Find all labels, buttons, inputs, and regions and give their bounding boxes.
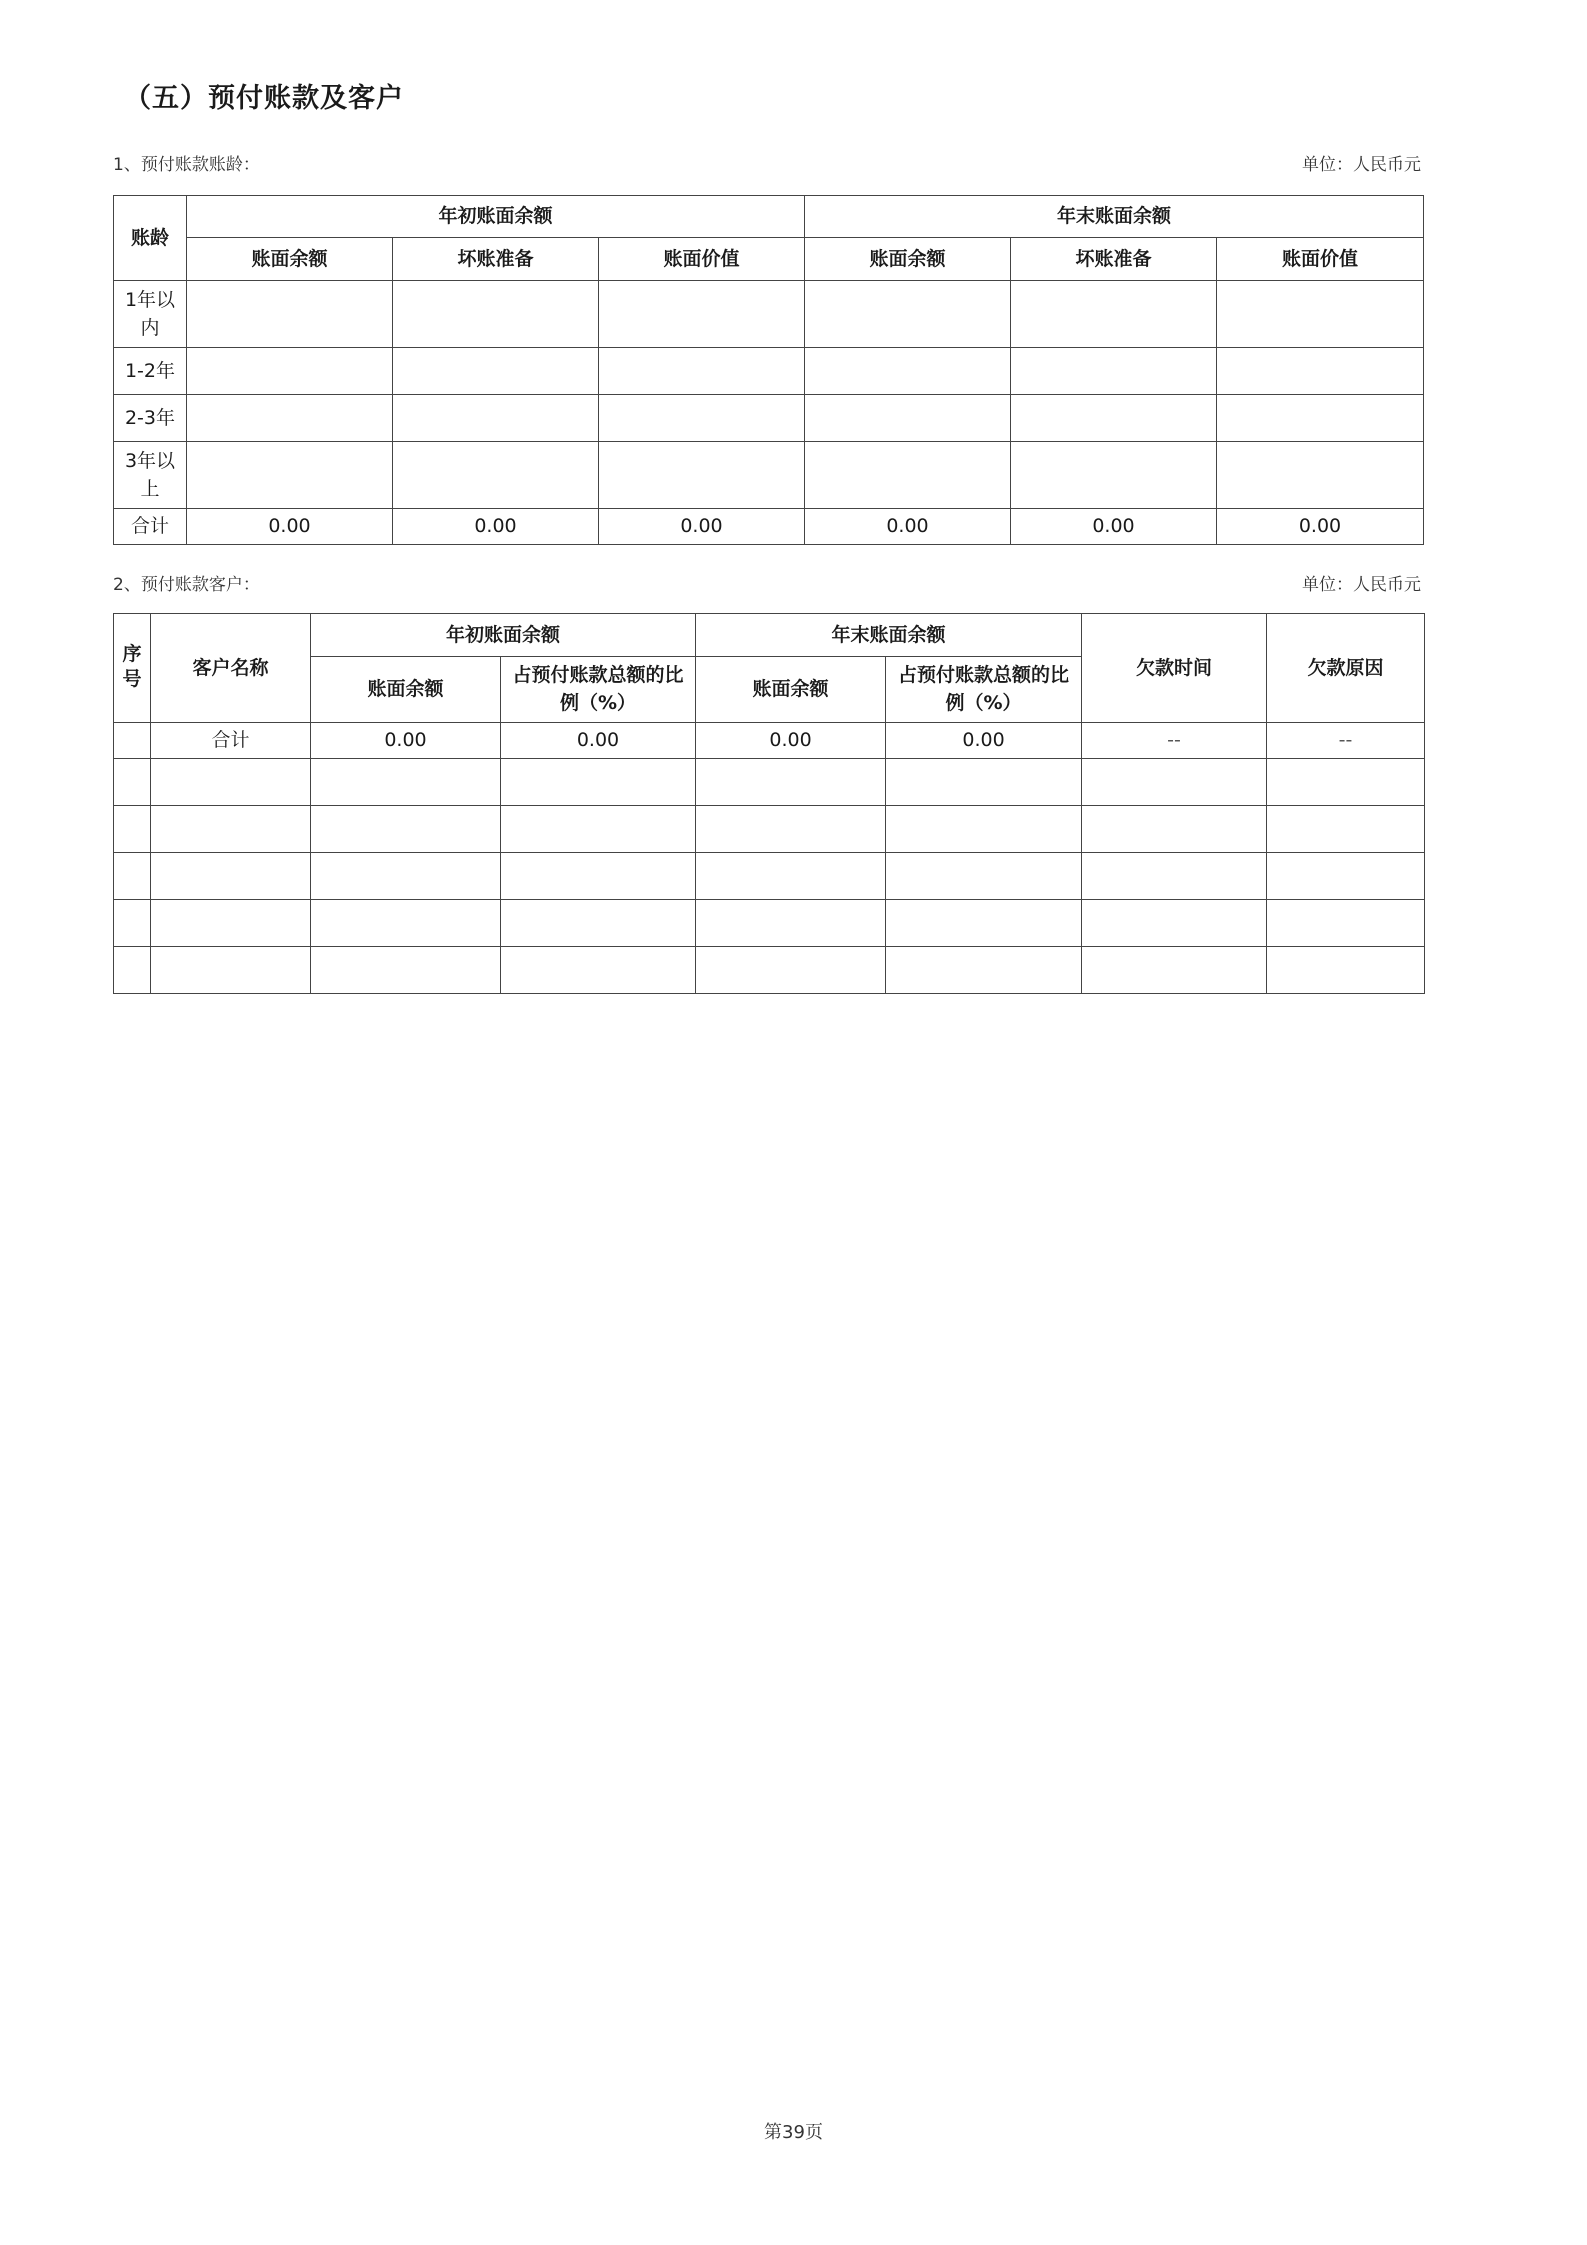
- total-row: [114, 509, 1424, 545]
- cell: [1082, 806, 1267, 853]
- cell: [393, 348, 599, 395]
- cell: [393, 281, 599, 348]
- sub-header-ratio: 占预付账款总额的比例（%）: [501, 657, 696, 723]
- total-cell: 0.00: [1011, 509, 1217, 545]
- cell: [1217, 348, 1424, 395]
- row-label: 2-3年: [114, 395, 187, 442]
- cell: [886, 900, 1082, 947]
- cell: [311, 853, 501, 900]
- page-number: 第39页: [764, 2122, 823, 2143]
- cell: [1267, 853, 1425, 900]
- header-debt-time: 欠款时间: [1082, 614, 1267, 723]
- customers-caption: 2、预付账款客户：: [113, 575, 260, 595]
- cell: [886, 759, 1082, 806]
- sub-header: 坏账准备: [1011, 238, 1217, 281]
- cell: [1267, 947, 1425, 994]
- cell: [311, 806, 501, 853]
- cell: [501, 947, 696, 994]
- cell: [599, 348, 805, 395]
- cell: [187, 442, 393, 509]
- cell: [114, 853, 151, 900]
- header-begin-balance: 年初账面余额: [187, 196, 805, 238]
- cell: [501, 853, 696, 900]
- cell: [187, 395, 393, 442]
- cell: [1217, 442, 1424, 509]
- cell: [1082, 947, 1267, 994]
- total-cell: 0.00: [805, 509, 1011, 545]
- total-cell: --: [1267, 723, 1425, 759]
- cell: [1267, 900, 1425, 947]
- table-row: [114, 759, 1425, 806]
- cell: [311, 759, 501, 806]
- cell: [1082, 759, 1267, 806]
- total-row: [114, 723, 1425, 759]
- cell: [393, 395, 599, 442]
- row-label: 3年以上: [114, 442, 187, 509]
- cell: [886, 947, 1082, 994]
- cell: [805, 442, 1011, 509]
- cell: [1217, 395, 1424, 442]
- table-row: [114, 947, 1425, 994]
- header-end-balance: 年末账面余额: [805, 196, 1424, 238]
- cell: [114, 806, 151, 853]
- cell: [311, 900, 501, 947]
- cell: [1217, 281, 1424, 348]
- cell: [599, 442, 805, 509]
- cell: [886, 853, 1082, 900]
- sub-header-ratio: 占预付账款总额的比例（%）: [886, 657, 1082, 723]
- cell: [696, 853, 886, 900]
- cell: [151, 900, 311, 947]
- total-label: 合计: [114, 509, 187, 545]
- sub-header: 坏账准备: [393, 238, 599, 281]
- total-cell: 0.00: [187, 509, 393, 545]
- cell: [501, 806, 696, 853]
- cell: [696, 900, 886, 947]
- header-customer-name: 客户名称: [151, 614, 311, 723]
- cell: [805, 395, 1011, 442]
- sub-header: 账面余额: [187, 238, 393, 281]
- cell: [151, 759, 311, 806]
- table-row: [114, 900, 1425, 947]
- cell: [151, 806, 311, 853]
- total-cell: --: [1082, 723, 1267, 759]
- header-no: 序号: [114, 614, 151, 723]
- total-cell: 0.00: [393, 509, 599, 545]
- cell: [151, 853, 311, 900]
- aging-unit: 单位：人民币元: [1302, 155, 1421, 175]
- header-begin-balance: 年初账面余额: [311, 614, 696, 657]
- total-cell: 0.00: [886, 723, 1082, 759]
- cell: [187, 348, 393, 395]
- cell: [1011, 281, 1217, 348]
- cell: [696, 759, 886, 806]
- section-title: （五）预付账款及客户: [124, 83, 404, 114]
- header-end-balance: 年末账面余额: [696, 614, 1082, 657]
- table-row: [114, 348, 1424, 395]
- cell: [1011, 395, 1217, 442]
- sub-header: 账面价值: [599, 238, 805, 281]
- total-cell: 0.00: [696, 723, 886, 759]
- cell: [886, 806, 1082, 853]
- table-row: [114, 806, 1425, 853]
- cell: [1082, 853, 1267, 900]
- total-cell: 0.00: [1217, 509, 1424, 545]
- table-row: [114, 853, 1425, 900]
- total-label: 合计: [151, 723, 311, 759]
- row-label: 1-2年: [114, 348, 187, 395]
- table-row: [114, 395, 1424, 442]
- header-aging: 账龄: [114, 196, 187, 281]
- cell: [696, 806, 886, 853]
- row-label: 1年以内: [114, 281, 187, 348]
- aging-table: [113, 195, 1424, 545]
- cell: [311, 947, 501, 994]
- cell: [696, 947, 886, 994]
- total-cell: 0.00: [599, 509, 805, 545]
- customers-unit: 单位：人民币元: [1302, 575, 1421, 595]
- header-debt-reason: 欠款原因: [1267, 614, 1425, 723]
- total-no: [114, 723, 151, 759]
- cell: [393, 442, 599, 509]
- cell: [501, 900, 696, 947]
- sub-header-balance: 账面余额: [696, 657, 886, 723]
- cell: [1267, 759, 1425, 806]
- cell: [1082, 900, 1267, 947]
- sub-header-balance: 账面余额: [311, 657, 501, 723]
- cell: [114, 759, 151, 806]
- sub-header: 账面价值: [1217, 238, 1424, 281]
- cell: [1011, 348, 1217, 395]
- cell: [805, 348, 1011, 395]
- cell: [114, 900, 151, 947]
- cell: [1011, 442, 1217, 509]
- table-row: [114, 442, 1424, 509]
- cell: [1267, 806, 1425, 853]
- cell: [187, 281, 393, 348]
- table-row: [114, 281, 1424, 348]
- cell: [501, 759, 696, 806]
- cell: [114, 947, 151, 994]
- aging-caption: 1、预付账款账龄：: [113, 155, 260, 175]
- cell: [599, 281, 805, 348]
- cell: [151, 947, 311, 994]
- cell: [805, 281, 1011, 348]
- customer-table: [113, 613, 1425, 994]
- total-cell: 0.00: [311, 723, 501, 759]
- cell: [599, 395, 805, 442]
- sub-header: 账面余额: [805, 238, 1011, 281]
- total-cell: 0.00: [501, 723, 696, 759]
